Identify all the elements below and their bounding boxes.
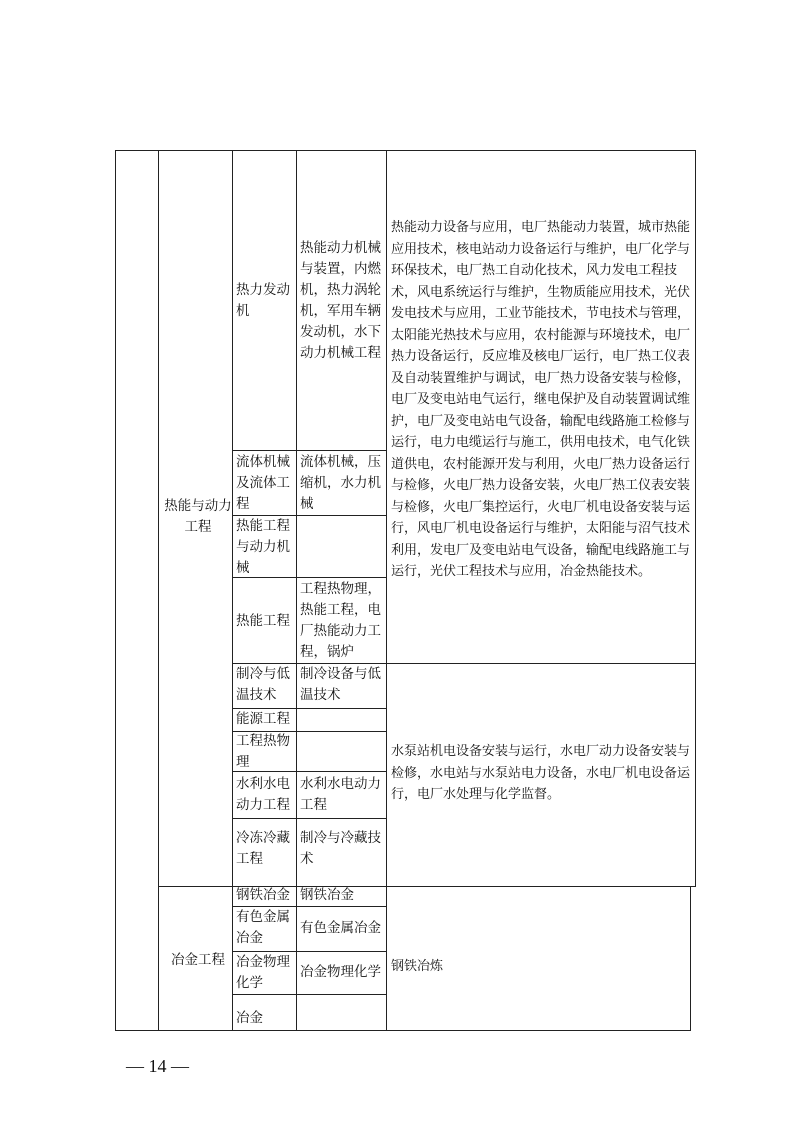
sub-major-cell: 水利水电动力工程 — [236, 776, 290, 813]
sub-major-cell: 能源工程 — [236, 711, 290, 727]
major-name-cell: 热能与动力工程 — [164, 498, 232, 535]
related-major-cell: 制冷与冷藏技术 — [300, 830, 381, 867]
sub-major-cell: 热力发动机 — [236, 282, 290, 319]
page-number: — 14 — — [126, 1056, 189, 1076]
major-name-cell: 冶金工程 — [171, 952, 225, 968]
related-major-cell: 制冷设备与低温技术 — [300, 666, 381, 703]
sub-major-cell: 制冷与低温技术 — [236, 666, 290, 703]
sub-major-cell: 冶金物理化学 — [236, 954, 290, 991]
sub-major-cell: 工程热物理 — [236, 733, 290, 770]
sub-major-cell: 冷冻冷藏工程 — [236, 830, 290, 867]
sub-major-cell: 流体机械及流体工程 — [236, 454, 290, 512]
related-major-cell: 工程热物理，热能工程，电厂热能动力工程，锅炉 — [300, 581, 381, 660]
sub-major-cell: 钢铁冶金 — [236, 887, 290, 903]
sub-major-cell: 冶金 — [236, 1010, 263, 1026]
related-major-cell: 冶金物理化学 — [300, 964, 381, 980]
related-major-cell: 热能动力机械与装置，内燃机，热力涡轮机，军用车辆发动机，水下动力机械工程 — [300, 240, 381, 361]
vocational-major-cell: 热能动力设备与应用，电厂热能动力装置，城市热能应用技术，核电站动力设备运行与维护，电厂化学与环保技术，电厂热工自动化技术，风力发电工程技术，风电系统运行与维护，生物质能应用技术，光伏发电技术与应用，工业节能技术，节电技术与管理，太阳能光热技术与应用，农村能源与环境技术，电厂热力设备运行，反应堆及核电厂运行，电厂热工仪表及自动装置维护与调试，电厂热力设备安装与检修，电厂及变电站电气运行，继电保护及自动装置调试维护，电厂及变电站电气设备，输配电线路施工检修与运行，电力电缆运行与施工，供用电技术，电气化铁道供电，农村能源开发与利用，火电厂热力设备运行与检修，火电厂热力设备安装，火电厂热工仪表安装与检修，火电厂集控运行，火电厂机电设备安装与运行，风电厂机电设备运行与维护，太阳能与沼气技术利用，发电厂及变电站电气设备，输配电线路施工与运行，光伏工程技术与应用，冶金热能技术。 — [391, 220, 691, 579]
related-major-cell: 流体机械，压缩机，水力机械 — [300, 454, 381, 512]
sub-major-cell: 热能工程与动力机械 — [236, 518, 290, 576]
related-major-cell: 水利水电动力工程 — [300, 776, 381, 813]
related-major-cell: 有色金属冶金 — [300, 920, 381, 936]
sub-major-cell: 有色金属冶金 — [236, 909, 290, 946]
sub-major-cell: 热能工程 — [236, 613, 290, 629]
vocational-major-cell: 钢铁冶炼 — [391, 959, 444, 974]
vocational-major-cell: 水泵站机电设备安装与运行，水电厂动力设备安装与检修，水电站与水泵站电力设备，水电厂机电设备运行，电厂水处理与化学监督。 — [391, 744, 691, 802]
related-major-cell: 钢铁冶金 — [300, 887, 354, 903]
